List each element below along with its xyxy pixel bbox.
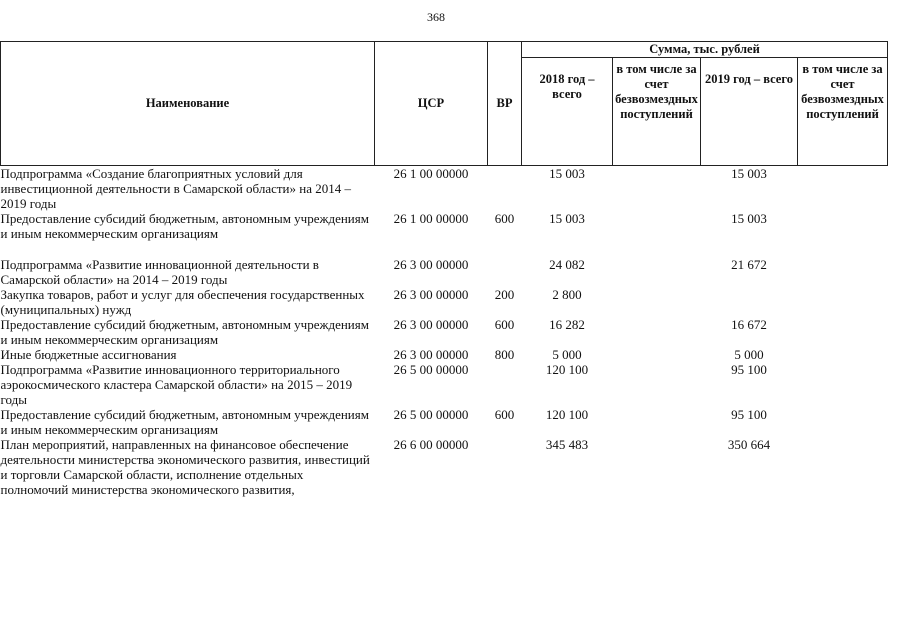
row-csr: 26 5 00 00000 (393, 407, 469, 422)
row-2018-gratuitous (613, 211, 701, 241)
row-2018-total: 120 100 (545, 362, 589, 377)
row-2019-gratuitous (798, 362, 888, 407)
row-2018-gratuitous (613, 362, 701, 407)
row-2019-total: 95 100 (731, 362, 767, 377)
row-name: Предоставление субсидий бюджетным, автономным учреждениям и иным некоммерческим организациям (0, 317, 369, 347)
row-vr: 600 (494, 407, 515, 422)
table-body (1, 166, 888, 498)
row-2018-gratuitous (613, 317, 701, 347)
row-name: Подпрограмма «Развитие инновационного территориального аэрокосмического кластера Самарской области» на 2015 – 2019 годы (0, 362, 353, 407)
row-2018-gratuitous (613, 437, 701, 497)
row-name: Подпрограмма «Создание благоприятных условий для инвестиционной деятельности в Самарской области» на 2014 – 2019 годы (0, 166, 351, 211)
table-row (1, 362, 888, 407)
header-2018-gratuitous: в том числе за счет безвозмездных поступлений (613, 58, 701, 166)
row-vr: 200 (494, 287, 515, 302)
row-vr: 600 (494, 211, 515, 226)
row-2018-total: 16 282 (549, 317, 585, 332)
row-csr: 26 3 00 00000 (393, 347, 469, 362)
row-2019-total: 15 003 (731, 166, 767, 181)
row-csr: 26 5 00 00000 (393, 362, 469, 377)
row-name: Предоставление субсидий бюджетным, автономным учреждениям и иным некоммерческим организациям (0, 211, 369, 241)
table-row (1, 287, 888, 317)
row-2018-total: 15 003 (549, 166, 585, 181)
row-spacer (1, 241, 888, 257)
header-2019-gratuitous: в том числе за счет безвозмездных поступлений (798, 58, 888, 166)
page-number: 368 (427, 10, 445, 24)
header-name: Наименование (1, 42, 375, 166)
row-name: Предоставление субсидий бюджетным, автономным учреждениям и иным некоммерческим организациям (0, 407, 369, 437)
table-row (1, 437, 888, 497)
budget-table (0, 41, 888, 497)
row-vr (488, 257, 522, 287)
row-name: Иные бюджетные ассигнования (0, 347, 177, 362)
table-row (1, 166, 888, 212)
row-2019-total: 16 672 (731, 317, 767, 332)
row-2019-gratuitous (798, 407, 888, 437)
row-name: Закупка товаров, работ и услуг для обеспечения государственных (муниципальных) нужд (0, 287, 365, 317)
row-2019-gratuitous (798, 257, 888, 287)
row-name: План мероприятий, направленных на финансовое обеспечение деятельности министерства экономического развития, инвестиций и торговли Самарской области, исполнение отдельных полномочий министерства экономического развития, (0, 437, 370, 497)
row-2018-gratuitous (613, 347, 701, 362)
row-csr: 26 6 00 00000 (393, 437, 469, 452)
row-vr: 800 (494, 347, 515, 362)
row-2018-gratuitous (613, 257, 701, 287)
row-2019-gratuitous (798, 166, 888, 212)
row-vr (488, 362, 522, 407)
row-vr: 600 (494, 317, 515, 332)
row-2019-gratuitous (798, 211, 888, 241)
row-2019-gratuitous (798, 347, 888, 362)
row-2018-total: 2 800 (552, 287, 582, 302)
row-2018-total: 345 483 (545, 437, 589, 452)
row-csr: 26 3 00 00000 (393, 257, 469, 272)
row-csr: 26 3 00 00000 (393, 287, 469, 302)
row-2019-total: 350 664 (727, 437, 771, 452)
table-header (1, 42, 888, 166)
row-vr (488, 166, 522, 212)
row-csr: 26 1 00 00000 (393, 166, 469, 181)
row-2019-gratuitous (798, 287, 888, 317)
header-sum: Сумма, тыс. рублей (522, 42, 888, 58)
table-row (1, 347, 888, 362)
table-row (1, 407, 888, 437)
row-csr: 26 3 00 00000 (393, 317, 469, 332)
table-row (1, 317, 888, 347)
row-2018-gratuitous (613, 407, 701, 437)
row-2018-total: 15 003 (549, 211, 585, 226)
row-2019-gratuitous (798, 317, 888, 347)
row-2019-gratuitous (798, 437, 888, 497)
table-row (1, 211, 888, 241)
row-2019-total: 95 100 (731, 407, 767, 422)
row-vr (488, 437, 522, 497)
row-2019-total: 21 672 (731, 257, 767, 272)
header-2018-total: 2018 год – всего (522, 58, 613, 166)
row-2018-gratuitous (613, 166, 701, 212)
header-2019-total: 2019 год – всего (701, 58, 798, 166)
row-2018-gratuitous (613, 287, 701, 317)
row-csr: 26 1 00 00000 (393, 211, 469, 226)
row-2018-total: 24 082 (549, 257, 585, 272)
table-row (1, 257, 888, 287)
row-2018-total: 5 000 (552, 347, 582, 362)
header-csr: ЦСР (375, 42, 488, 166)
row-2019-total: 15 003 (731, 211, 767, 226)
row-name: Подпрограмма «Развитие инновационной деятельности в Самарской области» на 2014 – 2019 годы (0, 257, 319, 287)
row-2019-total (701, 287, 798, 317)
header-vr: ВР (488, 42, 522, 166)
row-2018-total: 120 100 (545, 407, 589, 422)
row-2019-total: 5 000 (734, 347, 764, 362)
